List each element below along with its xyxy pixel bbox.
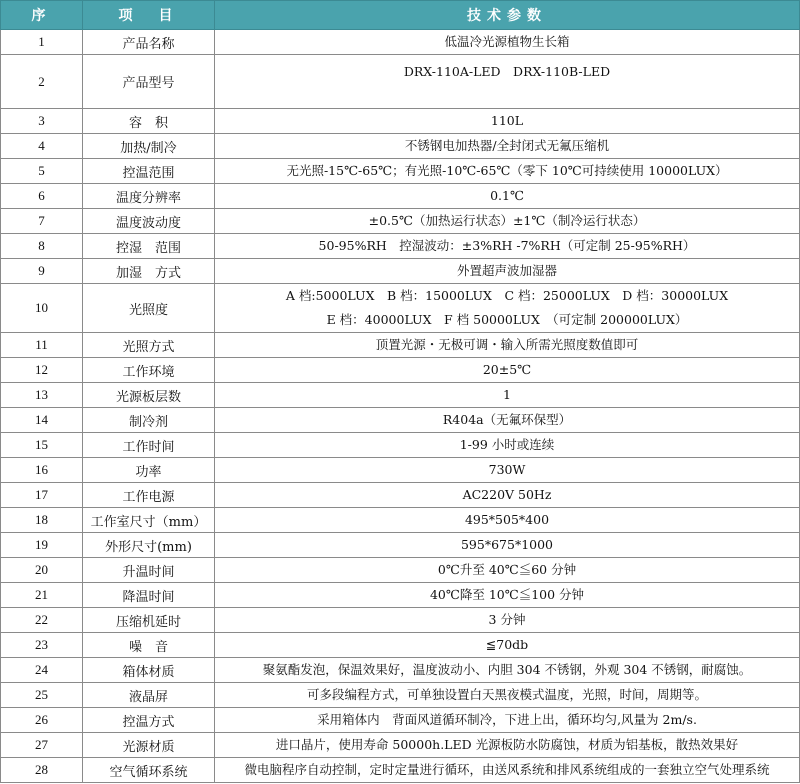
spec-line: 顶置光源・无极可调・输入所需光照度数值即可 bbox=[375, 337, 639, 352]
row-spec bbox=[215, 483, 800, 508]
spec-line: 采用箱体内 背面风道循环制冷，下进上出，循环均匀,风量为 2m/s. bbox=[317, 712, 697, 727]
row-number: 13 bbox=[1, 383, 83, 408]
spec-line: A 档:5000LUX B 档：15000LUX C 档：25000LUX D 档：30000LUX bbox=[285, 288, 729, 303]
row-number: 21 bbox=[1, 583, 83, 608]
row-item: 升温时间 bbox=[83, 558, 215, 583]
row-spec bbox=[215, 733, 800, 758]
row-item: 光源材质 bbox=[83, 733, 215, 758]
row-spec bbox=[215, 383, 800, 408]
table-row bbox=[1, 55, 800, 109]
spec-line: ≦70db bbox=[485, 637, 529, 652]
row-number: 6 bbox=[1, 184, 83, 209]
row-item: 降温时间 bbox=[83, 583, 215, 608]
table-row bbox=[1, 408, 800, 433]
spec-line: DRX-110A-LED DRX-110B-LED bbox=[403, 64, 611, 79]
spec-line: 730W bbox=[488, 462, 526, 477]
table-row bbox=[1, 134, 800, 159]
row-number: 27 bbox=[1, 733, 83, 758]
row-item: 光照度 bbox=[83, 284, 215, 333]
row-item: 噪 音 bbox=[83, 633, 215, 658]
spec-line: 可多段编程方式，可单独设置白天黑夜模式温度，光照，时间，周期等。 bbox=[306, 687, 707, 702]
spec-line: 40℃降至 10℃≦100 分钟 bbox=[429, 587, 585, 602]
table-row bbox=[1, 483, 800, 508]
row-number: 26 bbox=[1, 708, 83, 733]
row-number: 7 bbox=[1, 209, 83, 234]
table-row bbox=[1, 533, 800, 558]
spec-line: AC220V 50Hz bbox=[462, 487, 552, 502]
row-number: 25 bbox=[1, 683, 83, 708]
row-item: 箱体材质 bbox=[83, 658, 215, 683]
row-item: 产品型号 bbox=[83, 55, 215, 109]
row-spec bbox=[215, 433, 800, 458]
row-number: 9 bbox=[1, 259, 83, 284]
table-body bbox=[1, 30, 800, 783]
row-item: 功率 bbox=[83, 458, 215, 483]
row-item: 产品名称 bbox=[83, 30, 215, 55]
table-row bbox=[1, 284, 800, 333]
row-spec bbox=[215, 159, 800, 184]
row-spec bbox=[215, 633, 800, 658]
row-number: 1 bbox=[1, 30, 83, 55]
row-spec bbox=[215, 533, 800, 558]
table-row bbox=[1, 333, 800, 358]
row-spec bbox=[215, 758, 800, 783]
row-item: 工作时间 bbox=[83, 433, 215, 458]
table-row bbox=[1, 184, 800, 209]
spec-line: 1-99 小时或连续 bbox=[459, 437, 555, 452]
row-spec bbox=[215, 708, 800, 733]
row-number: 15 bbox=[1, 433, 83, 458]
spec-line: 外置超声波加湿器 bbox=[456, 263, 557, 278]
row-spec bbox=[215, 284, 800, 333]
row-item: 控湿 范围 bbox=[83, 234, 215, 259]
header-row bbox=[1, 1, 800, 30]
spec-line: 聚氨酯发泡，保温效果好，温度波动小、内胆 304 不锈钢，外观 304 不锈钢，耐腐蚀。 bbox=[262, 662, 752, 677]
row-number: 19 bbox=[1, 533, 83, 558]
row-number: 10 bbox=[1, 284, 83, 333]
row-number: 5 bbox=[1, 159, 83, 184]
table-row bbox=[1, 109, 800, 134]
row-number: 22 bbox=[1, 608, 83, 633]
row-number: 16 bbox=[1, 458, 83, 483]
table-row bbox=[1, 633, 800, 658]
spec-line: 50-95%RH 控湿波动：±3%RH -7%RH（可定制 25-95%RH） bbox=[318, 238, 696, 253]
row-item: 容 积 bbox=[83, 109, 215, 134]
row-spec bbox=[215, 408, 800, 433]
spec-line: 不锈钢电加热器/全封闭式无氟压缩机 bbox=[404, 138, 610, 153]
table-row bbox=[1, 658, 800, 683]
row-spec bbox=[215, 259, 800, 284]
row-number: 20 bbox=[1, 558, 83, 583]
row-item: 液晶屏 bbox=[83, 683, 215, 708]
row-spec bbox=[215, 583, 800, 608]
row-item: 制冷剂 bbox=[83, 408, 215, 433]
row-item: 空气循环系统 bbox=[83, 758, 215, 783]
table-row bbox=[1, 733, 800, 758]
row-item: 光源板层数 bbox=[83, 383, 215, 408]
row-spec bbox=[215, 234, 800, 259]
table-row bbox=[1, 758, 800, 783]
row-number: 28 bbox=[1, 758, 83, 783]
spec-line: 0.1℃ bbox=[490, 188, 524, 203]
spec-line: 低温冷光源植物生长箱 bbox=[444, 34, 570, 49]
row-item: 工作电源 bbox=[83, 483, 215, 508]
row-spec bbox=[215, 683, 800, 708]
spec-line: 无光照-15℃-65℃；有光照-10℃-65℃（零下 10℃可持续使用 10000LUX） bbox=[286, 163, 728, 178]
row-spec bbox=[215, 209, 800, 234]
row-number: 3 bbox=[1, 109, 83, 134]
table-row bbox=[1, 583, 800, 608]
header-no: 序 bbox=[1, 1, 83, 30]
header-item: 项 目 bbox=[83, 1, 215, 30]
header-spec: 技术参数 bbox=[215, 1, 800, 30]
spec-line: 495*505*400 bbox=[464, 512, 550, 527]
row-spec bbox=[215, 458, 800, 483]
row-item: 压缩机延时 bbox=[83, 608, 215, 633]
row-number: 8 bbox=[1, 234, 83, 259]
row-spec bbox=[215, 134, 800, 159]
row-item: 控温方式 bbox=[83, 708, 215, 733]
table-row bbox=[1, 30, 800, 55]
row-spec bbox=[215, 508, 800, 533]
spec-line: 110L bbox=[490, 113, 524, 128]
table-row bbox=[1, 433, 800, 458]
row-item: 控温范围 bbox=[83, 159, 215, 184]
row-number: 11 bbox=[1, 333, 83, 358]
table-row bbox=[1, 383, 800, 408]
spec-line: 595*675*1000 bbox=[460, 537, 554, 552]
spec-line: 0℃升至 40℃≦60 分钟 bbox=[437, 562, 577, 577]
table-row bbox=[1, 608, 800, 633]
table-row bbox=[1, 209, 800, 234]
table-row bbox=[1, 708, 800, 733]
table-row bbox=[1, 159, 800, 184]
row-spec bbox=[215, 358, 800, 383]
table-header bbox=[1, 1, 800, 30]
spec-line: 进口晶片，使用寿命 50000h.LED 光源板防水防腐蚀，材质为铝基板，散热效果好 bbox=[275, 737, 739, 752]
row-number: 18 bbox=[1, 508, 83, 533]
row-item: 外形尺寸(mm) bbox=[83, 533, 215, 558]
row-spec bbox=[215, 184, 800, 209]
spec-line: ±0.5℃（加热运行状态）±1℃（制冷运行状态） bbox=[368, 213, 646, 228]
row-number: 24 bbox=[1, 658, 83, 683]
spec-line: 20±5℃ bbox=[482, 362, 532, 377]
spec-line: E 档：40000LUX F 档 50000LUX （可定制 200000LUX） bbox=[326, 312, 688, 327]
row-item: 加热/制冷 bbox=[83, 134, 215, 159]
row-spec bbox=[215, 30, 800, 55]
table-row bbox=[1, 358, 800, 383]
table-row bbox=[1, 259, 800, 284]
row-number: 17 bbox=[1, 483, 83, 508]
row-number: 4 bbox=[1, 134, 83, 159]
table-row bbox=[1, 508, 800, 533]
row-item: 光照方式 bbox=[83, 333, 215, 358]
row-spec bbox=[215, 333, 800, 358]
row-number: 12 bbox=[1, 358, 83, 383]
row-spec bbox=[215, 558, 800, 583]
spec-line: 微电脑程序自动控制，定时定量进行循环，由送风系统和排风系统组成的一套独立空气处理系统 bbox=[244, 762, 770, 777]
row-spec bbox=[215, 109, 800, 134]
table-row bbox=[1, 558, 800, 583]
row-number: 2 bbox=[1, 55, 83, 109]
row-number: 23 bbox=[1, 633, 83, 658]
row-item: 加湿 方式 bbox=[83, 259, 215, 284]
row-spec bbox=[215, 55, 800, 109]
row-spec bbox=[215, 658, 800, 683]
spec-line: R404a（无氟环保型） bbox=[442, 412, 572, 427]
row-item: 工作环境 bbox=[83, 358, 215, 383]
row-item: 温度波动度 bbox=[83, 209, 215, 234]
table-row bbox=[1, 234, 800, 259]
row-item: 工作室尺寸（mm） bbox=[83, 508, 215, 533]
row-number: 14 bbox=[1, 408, 83, 433]
spec-line: 3 分钟 bbox=[488, 612, 526, 627]
table-row bbox=[1, 683, 800, 708]
row-spec bbox=[215, 608, 800, 633]
row-item: 温度分辨率 bbox=[83, 184, 215, 209]
spec-line: 1 bbox=[503, 387, 511, 402]
table-row bbox=[1, 458, 800, 483]
